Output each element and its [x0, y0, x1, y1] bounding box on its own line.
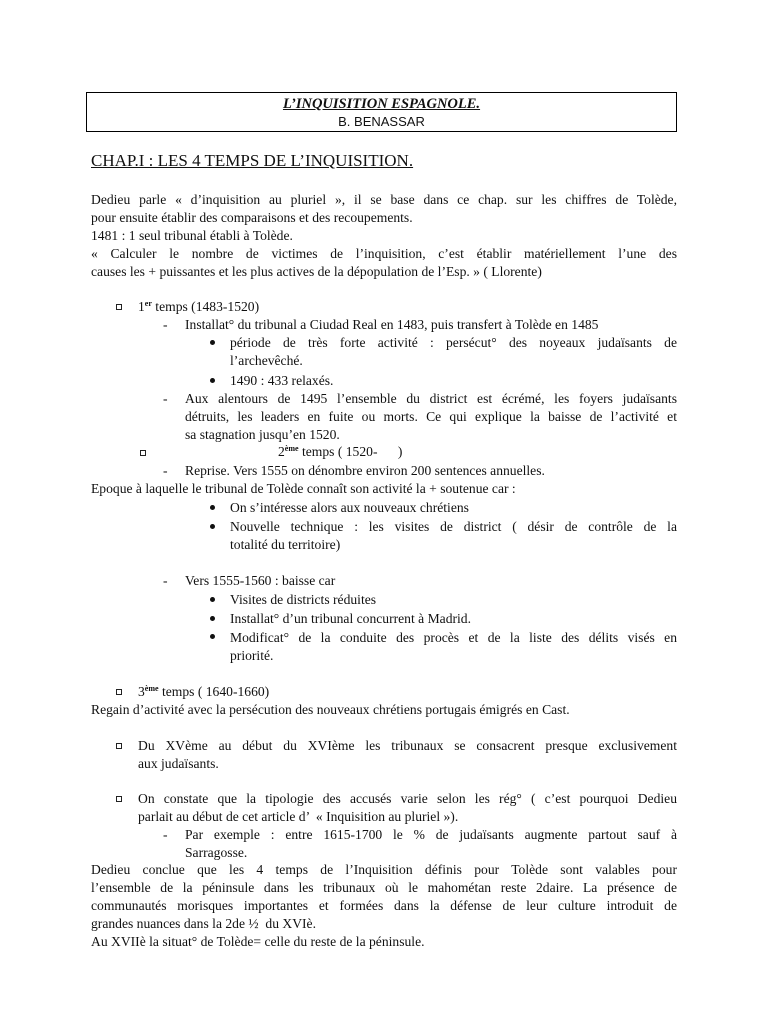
temps-2-bullet-2b: totalité du territoire) [230, 537, 341, 552]
temps-1-heading: 1er temps (1483-1520) [138, 299, 260, 314]
typo-line-1: On constate que la tipologie des accusés varie selon les rég° ( c’est pourquoi Dedieu [138, 791, 677, 806]
temps-2-bullet-5a: Modificat° de la conduite des procès et de la liste des délits visés en [230, 630, 677, 645]
dash-marker: - [163, 827, 168, 842]
bullet-icon [210, 597, 215, 602]
typo-line-2: parlait au début de cet article d’ « Inquisition au pluriel »). [138, 809, 459, 824]
temps-2-paragraph: Epoque à laquelle le tribunal de Tolède connaît son activité la + soutenue car : [91, 481, 516, 496]
document-title: L’INQUISITION ESPAGNOLE. [282, 96, 481, 112]
conclusion-line-1: Dedieu conclue que les 4 temps de l’Inquisition définis pour Tolède sont valables pour [91, 862, 677, 877]
intro-line-3: 1481 : 1 seul tribunal établi à Tolède. [91, 228, 293, 243]
conclusion-line-2: l’ensemble de la péninsule dans les tribunaux où le mahométan reste 2daire. La présence de [91, 880, 677, 895]
dash-marker: - [163, 463, 168, 478]
temps-1-dash-2b: détruits, les leaders en fuite ou morts. Ce qui explique la baisse de l’activité et [185, 409, 677, 424]
temps-1-bullet-1a: période de très forte activité : persécut° des noyeaux judaïsants de [230, 335, 677, 350]
intro-line-1: Dedieu parle « d’inquisition au pluriel », il se base dans ce chap. sur les chiffres de Tolède, [91, 192, 677, 207]
intro-line-5: causes les + puissantes et les plus actives de la dépopulation de l’Esp. » ( Llorente) [91, 264, 542, 279]
bullet-icon [210, 616, 215, 621]
temps-1-dash-2c: sa stagnation jusqu’en 1520. [185, 427, 340, 442]
square-bullet-icon [116, 689, 122, 695]
temps-2-bullet-5b: priorité. [230, 648, 274, 663]
temps-2-bullet-1: On s’intéresse alors aux nouveaux chrétiens [230, 500, 469, 515]
typo-dash-1b: Sarragosse. [185, 845, 248, 860]
temps-2-dash-2: Vers 1555-1560 : baisse car [185, 573, 336, 588]
bullet-icon [210, 378, 215, 383]
bullet-icon [210, 340, 215, 345]
square-bullet-icon [116, 304, 122, 310]
temps-3-paragraph: Regain d’activité avec la persécution des nouveaux chrétiens portugais émigrés en Cast. [91, 702, 570, 717]
square-bullet-icon [116, 796, 122, 802]
temps-3-heading: 3ème temps ( 1640-1660) [138, 684, 270, 699]
xv-line-1: Du XVème au début du XVIème les tribunaux se consacrent presque exclusivement [138, 738, 677, 753]
temps-2-bullet-3: Visites de districts réduites [230, 592, 377, 607]
temps-1-dash-2a: Aux alentours de 1495 l’ensemble du district est écrémé, les foyers judaïsants [185, 391, 677, 406]
conclusion-line-4: grandes nuances dans la 2de ½ du XVIè. [91, 916, 316, 931]
temps-2-bullet-2a: Nouvelle technique : les visites de district ( désir de contrôle de la [230, 519, 677, 534]
conclusion-line-3: communautés morisques importantes et formées dans la défense de leur culture introduit de [91, 898, 677, 913]
temps-1-bullet-1b: l’archevêché. [230, 353, 303, 368]
bullet-icon [210, 505, 215, 510]
xv-line-2: aux judaïsants. [138, 756, 219, 771]
temps-1-dash-1: Installat° du tribunal a Ciudad Real en 1483, puis transfert à Tolède en 1485 [185, 317, 599, 332]
bullet-icon [210, 524, 215, 529]
temps-1-bullet-2: 1490 : 433 relaxés. [230, 373, 334, 388]
dash-marker: - [163, 573, 168, 588]
dash-marker: - [163, 391, 168, 406]
conclusion-line-5: Au XVIIè la situat° de Tolède= celle du reste de la péninsule. [91, 934, 425, 949]
intro-line-2: pour ensuite établir des comparaisons et des recoupements. [91, 210, 413, 225]
square-bullet-icon [116, 743, 122, 749]
square-bullet-icon [140, 450, 146, 456]
temps-2-bullet-4: Installat° d’un tribunal concurrent à Madrid. [230, 611, 471, 626]
bullet-icon [210, 634, 215, 639]
title-box [86, 92, 677, 132]
chapter-heading: CHAP.I : LES 4 TEMPS DE L’INQUISITION. [91, 151, 414, 170]
intro-line-4: « Calculer le nombre de victimes de l’inquisition, c’est établir matériellement l’une des [91, 246, 677, 261]
typo-dash-1a: Par exemple : entre 1615-1700 le % de judaïsants augmente partout sauf à [185, 827, 677, 842]
document-author: B. BENASSAR [338, 114, 425, 129]
dash-marker: - [163, 317, 168, 332]
temps-2-heading: 2ème temps ( 1520- ) [278, 444, 403, 459]
temps-2-dash-1: Reprise. Vers 1555 on dénombre environ 200 sentences annuelles. [185, 463, 545, 478]
